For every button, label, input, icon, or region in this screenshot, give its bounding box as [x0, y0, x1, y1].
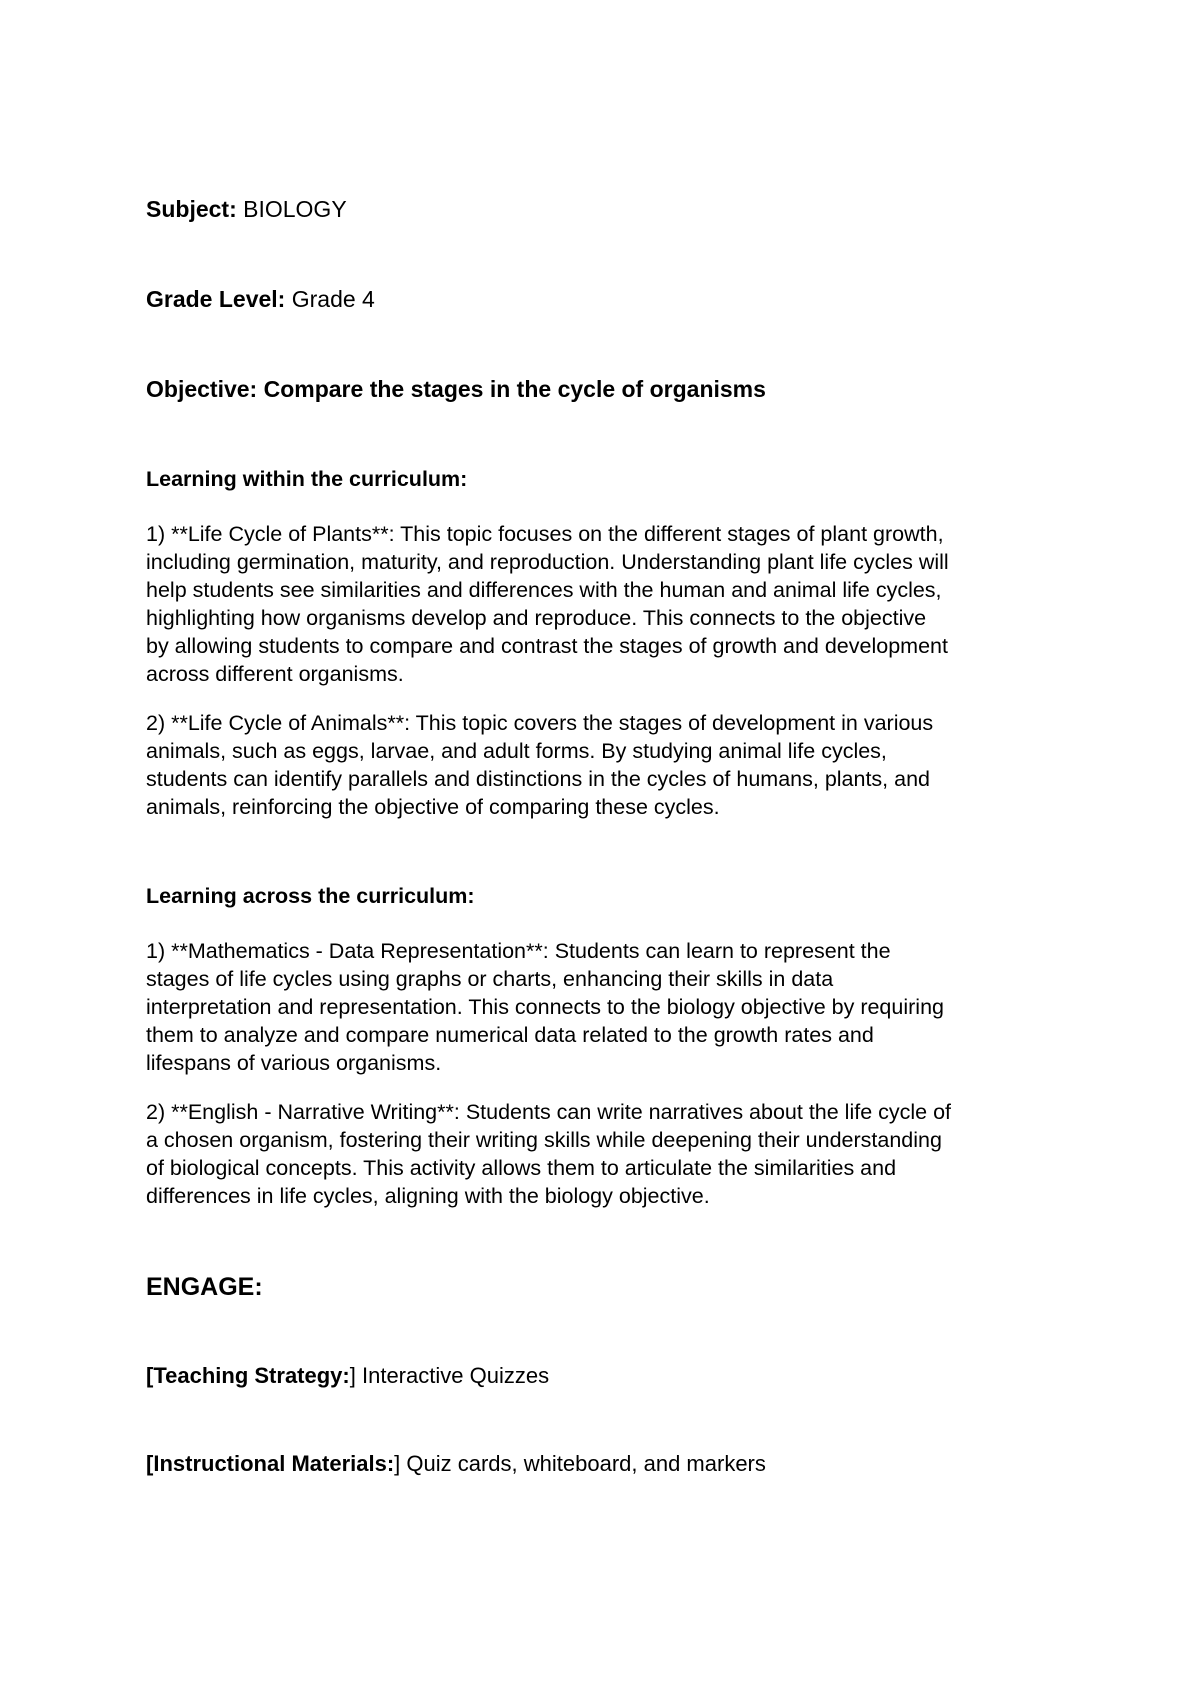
paragraph-line: animals, such as eggs, larvae, and adult forms. By studying animal life cycles,	[146, 739, 887, 763]
objective-label: Objective:	[146, 376, 258, 402]
paragraph-line: them to analyze and compare numerical data related to the growth rates and	[146, 1023, 874, 1047]
across-item-1	[146, 937, 1066, 1077]
paragraph-line: help students see similarities and differences with the human and animal life cycles,	[146, 578, 942, 602]
instructional-materials-line	[146, 1450, 766, 1478]
paragraph-line: lifespans of various organisms.	[146, 1051, 442, 1075]
instructional-materials-label: [Instructional Materials:	[146, 1451, 395, 1476]
teaching-strategy-close: ]	[349, 1363, 356, 1388]
within-curriculum-heading: Learning within the curriculum:	[146, 467, 468, 491]
paragraph-line: students can identify parallels and distinctions in the cycles of humans, plants, and	[146, 767, 931, 791]
paragraph-line: 2) **Life Cycle of Animals**: This topic covers the stages of development in various	[146, 711, 934, 735]
grade-level-line	[146, 285, 375, 313]
engage-heading: ENGAGE:	[146, 1273, 263, 1301]
within-item-2	[146, 709, 1066, 821]
instructional-materials-close: ]	[394, 1451, 401, 1476]
subject-line	[146, 195, 347, 223]
paragraph-line: a chosen organism, fostering their writing skills while deepening their understanding	[146, 1128, 942, 1152]
grade-level-label: Grade Level:	[146, 286, 286, 312]
paragraph-line: highlighting how organisms develop and reproduce. This connects to the objective	[146, 606, 927, 630]
paragraph-line: of biological concepts. This activity allows them to articulate the similarities and	[146, 1156, 897, 1180]
teaching-strategy-line	[146, 1362, 549, 1390]
grade-level-value: Grade 4	[285, 286, 375, 312]
paragraph-line: including germination, maturity, and reproduction. Understanding plant life cycles will	[146, 550, 949, 574]
paragraph-line: 1) **Mathematics - Data Representation**: Students can learn to represent the	[146, 939, 891, 963]
paragraph-line: 2) **English - Narrative Writing**: Students can write narratives about the life cycle of	[146, 1100, 952, 1124]
across-curriculum-heading: Learning across the curriculum:	[146, 884, 475, 908]
paragraph-line: across different organisms.	[146, 662, 404, 686]
paragraph-line: differences in life cycles, aligning with the biology objective.	[146, 1184, 710, 1208]
paragraph-line: by allowing students to compare and contrast the stages of growth and development	[146, 634, 948, 658]
objective-value: Compare the stages in the cycle of organisms	[257, 376, 766, 402]
paragraph-line: animals, reinforcing the objective of comparing these cycles.	[146, 795, 720, 819]
within-item-1	[146, 520, 1066, 688]
paragraph-line: 1) **Life Cycle of Plants**: This topic focuses on the different stages of plant growth,	[146, 522, 944, 546]
subject-value: BIOLOGY	[236, 196, 347, 222]
paragraph-line: stages of life cycles using graphs or charts, enhancing their skills in data	[146, 967, 834, 991]
objective-line	[146, 375, 766, 403]
teaching-strategy-value: Interactive Quizzes	[355, 1363, 550, 1388]
paragraph-line: interpretation and representation. This connects to the biology objective by requiring	[146, 995, 944, 1019]
across-item-2	[146, 1098, 1066, 1210]
teaching-strategy-label: [Teaching Strategy:	[146, 1363, 350, 1388]
instructional-materials-value: Quiz cards, whiteboard, and markers	[400, 1451, 766, 1476]
subject-label: Subject:	[146, 196, 237, 222]
